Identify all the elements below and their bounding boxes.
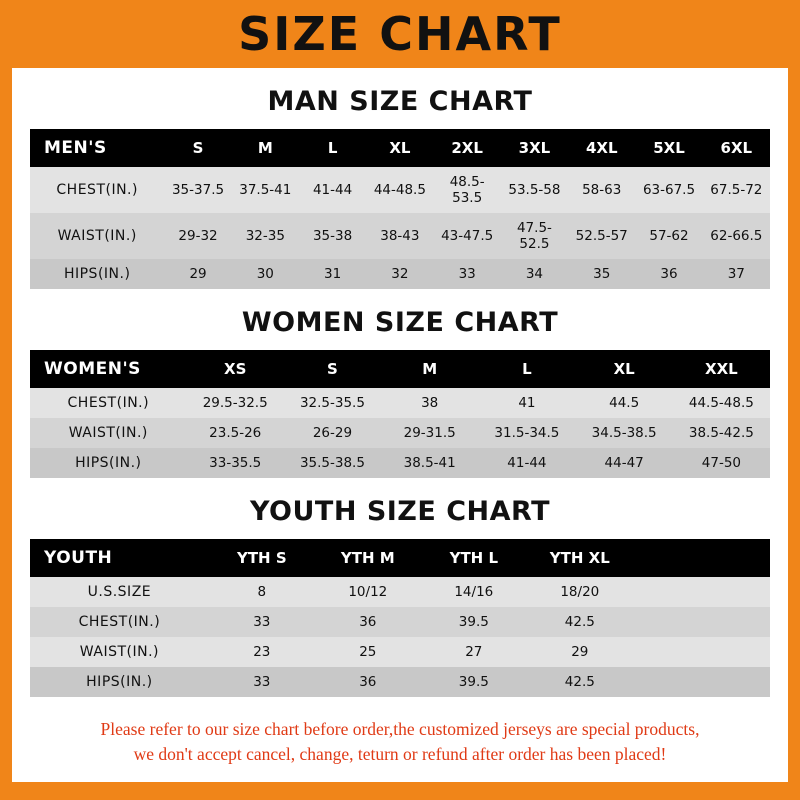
women-waist-xxl: 38.5-42.5 xyxy=(673,418,770,448)
youth-hips-xl: 42.5 xyxy=(527,667,633,697)
men-header-s: S xyxy=(164,129,231,167)
men-chest-l: 41-44 xyxy=(299,167,366,213)
men-header-5xl: 5XL xyxy=(635,129,702,167)
table-row xyxy=(30,388,770,418)
men-hips-s: 29 xyxy=(164,259,231,289)
table-row xyxy=(30,167,770,213)
table-row xyxy=(30,259,770,289)
bottom-accent-bar xyxy=(0,782,800,800)
men-waist-4xl: 52.5-57 xyxy=(568,213,635,259)
men-hips-l: 31 xyxy=(299,259,366,289)
table-row xyxy=(30,213,770,259)
women-chest-xl: 44.5 xyxy=(576,388,673,418)
women-header-label: WOMEN'S xyxy=(30,350,187,388)
men-header-2xl: 2XL xyxy=(434,129,501,167)
youth-header-m: YTH M xyxy=(315,539,421,577)
men-header-xl: XL xyxy=(366,129,433,167)
men-hips-4xl: 35 xyxy=(568,259,635,289)
women-header-m: M xyxy=(381,350,478,388)
youth-waist-spacer xyxy=(633,637,770,667)
men-waist-l: 35-38 xyxy=(299,213,366,259)
men-waist-6xl: 62-66.5 xyxy=(703,213,770,259)
youth-waist-l: 27 xyxy=(421,637,527,667)
youth-header-s: YTH S xyxy=(209,539,315,577)
men-hips-5xl: 36 xyxy=(635,259,702,289)
table-row xyxy=(30,637,770,667)
page-title: SIZE CHART xyxy=(238,7,562,61)
men-header-6xl: 6XL xyxy=(703,129,770,167)
men-hips-3xl: 34 xyxy=(501,259,568,289)
men-hips-2xl: 33 xyxy=(434,259,501,289)
youth-chest-s: 33 xyxy=(209,607,315,637)
women-hips-m: 38.5-41 xyxy=(381,448,478,478)
youth-section-title: YOUTH SIZE CHART xyxy=(249,496,551,527)
men-waist-3xl: 47.5-52.5 xyxy=(501,213,568,259)
women-chest-s: 32.5-35.5 xyxy=(284,388,381,418)
men-header-3xl: 3XL xyxy=(501,129,568,167)
youth-ussize-spacer xyxy=(633,577,770,607)
youth-row-ussize-label: U.S.SIZE xyxy=(30,577,209,607)
men-chest-6xl: 67.5-72 xyxy=(703,167,770,213)
youth-chest-l: 39.5 xyxy=(421,607,527,637)
men-row-chest-label: CHEST(IN.) xyxy=(30,167,164,213)
men-chest-2xl: 48.5-53.5 xyxy=(434,167,501,213)
women-chest-l: 41 xyxy=(478,388,575,418)
table-row xyxy=(30,577,770,607)
women-section-title: WOMEN SIZE CHART xyxy=(241,307,559,338)
youth-waist-m: 25 xyxy=(315,637,421,667)
youth-waist-xl: 29 xyxy=(527,637,633,667)
men-row-hips-label: HIPS(IN.) xyxy=(30,259,164,289)
youth-chest-xl: 42.5 xyxy=(527,607,633,637)
men-hips-m: 30 xyxy=(232,259,299,289)
disclaimer-line-1: Please refer to our size chart before order,the customized jerseys are special products, xyxy=(100,719,700,739)
youth-chest-m: 36 xyxy=(315,607,421,637)
women-chest-xs: 29.5-32.5 xyxy=(187,388,284,418)
youth-chest-spacer xyxy=(633,607,770,637)
women-chest-m: 38 xyxy=(381,388,478,418)
youth-header-label: YOUTH xyxy=(30,539,209,577)
men-chest-4xl: 58-63 xyxy=(568,167,635,213)
women-hips-xxl: 47-50 xyxy=(673,448,770,478)
men-waist-5xl: 57-62 xyxy=(635,213,702,259)
table-header-row xyxy=(30,129,770,167)
youth-row-chest-label: CHEST(IN.) xyxy=(30,607,209,637)
women-size-table xyxy=(30,350,770,478)
men-header-m: M xyxy=(232,129,299,167)
table-header-row xyxy=(30,350,770,388)
women-hips-xs: 33-35.5 xyxy=(187,448,284,478)
disclaimer-note xyxy=(30,717,770,768)
youth-header-l: YTH L xyxy=(421,539,527,577)
content xyxy=(12,86,788,768)
women-waist-m: 29-31.5 xyxy=(381,418,478,448)
youth-size-table xyxy=(30,539,770,697)
youth-header-spacer xyxy=(633,539,770,577)
women-waist-s: 26-29 xyxy=(284,418,381,448)
women-header-s: S xyxy=(284,350,381,388)
youth-row-waist-label: WAIST(IN.) xyxy=(30,637,209,667)
women-row-waist-label: WAIST(IN.) xyxy=(30,418,187,448)
men-chest-xl: 44-48.5 xyxy=(366,167,433,213)
table-row xyxy=(30,418,770,448)
women-waist-xs: 23.5-26 xyxy=(187,418,284,448)
men-header-4xl: 4XL xyxy=(568,129,635,167)
youth-row-hips-label: HIPS(IN.) xyxy=(30,667,209,697)
table-header-row xyxy=(30,539,770,577)
youth-ussize-xl: 18/20 xyxy=(527,577,633,607)
table-row xyxy=(30,448,770,478)
women-row-hips-label: HIPS(IN.) xyxy=(30,448,187,478)
men-waist-xl: 38-43 xyxy=(366,213,433,259)
men-chest-s: 35-37.5 xyxy=(164,167,231,213)
men-header-label: MEN'S xyxy=(30,129,164,167)
table-row xyxy=(30,607,770,637)
youth-ussize-l: 14/16 xyxy=(421,577,527,607)
youth-ussize-m: 10/12 xyxy=(315,577,421,607)
women-header-xs: XS xyxy=(187,350,284,388)
men-waist-2xl: 43-47.5 xyxy=(434,213,501,259)
youth-hips-s: 33 xyxy=(209,667,315,697)
youth-header-xl: YTH XL xyxy=(527,539,633,577)
men-chest-3xl: 53.5-58 xyxy=(501,167,568,213)
youth-hips-l: 39.5 xyxy=(421,667,527,697)
women-hips-l: 41-44 xyxy=(478,448,575,478)
men-chest-5xl: 63-67.5 xyxy=(635,167,702,213)
men-waist-s: 29-32 xyxy=(164,213,231,259)
men-hips-xl: 32 xyxy=(366,259,433,289)
women-header-xxl: XXL xyxy=(673,350,770,388)
women-header-xl: XL xyxy=(576,350,673,388)
table-row xyxy=(30,667,770,697)
women-row-chest-label: CHEST(IN.) xyxy=(30,388,187,418)
women-waist-xl: 34.5-38.5 xyxy=(576,418,673,448)
youth-waist-s: 23 xyxy=(209,637,315,667)
women-hips-s: 35.5-38.5 xyxy=(284,448,381,478)
men-waist-m: 32-35 xyxy=(232,213,299,259)
women-chest-xxl: 44.5-48.5 xyxy=(673,388,770,418)
men-section-title: MAN SIZE CHART xyxy=(267,86,533,117)
men-row-waist-label: WAIST(IN.) xyxy=(30,213,164,259)
women-waist-l: 31.5-34.5 xyxy=(478,418,575,448)
men-header-l: L xyxy=(299,129,366,167)
disclaimer-line-2: we don't accept cancel, change, teturn or refund after order has been placed! xyxy=(133,744,667,765)
women-hips-xl: 44-47 xyxy=(576,448,673,478)
men-hips-6xl: 37 xyxy=(703,259,770,289)
youth-ussize-s: 8 xyxy=(209,577,315,607)
men-chest-m: 37.5-41 xyxy=(232,167,299,213)
women-header-l: L xyxy=(478,350,575,388)
men-size-table xyxy=(30,129,770,289)
banner xyxy=(0,0,800,68)
youth-hips-spacer xyxy=(633,667,770,697)
youth-hips-m: 36 xyxy=(315,667,421,697)
